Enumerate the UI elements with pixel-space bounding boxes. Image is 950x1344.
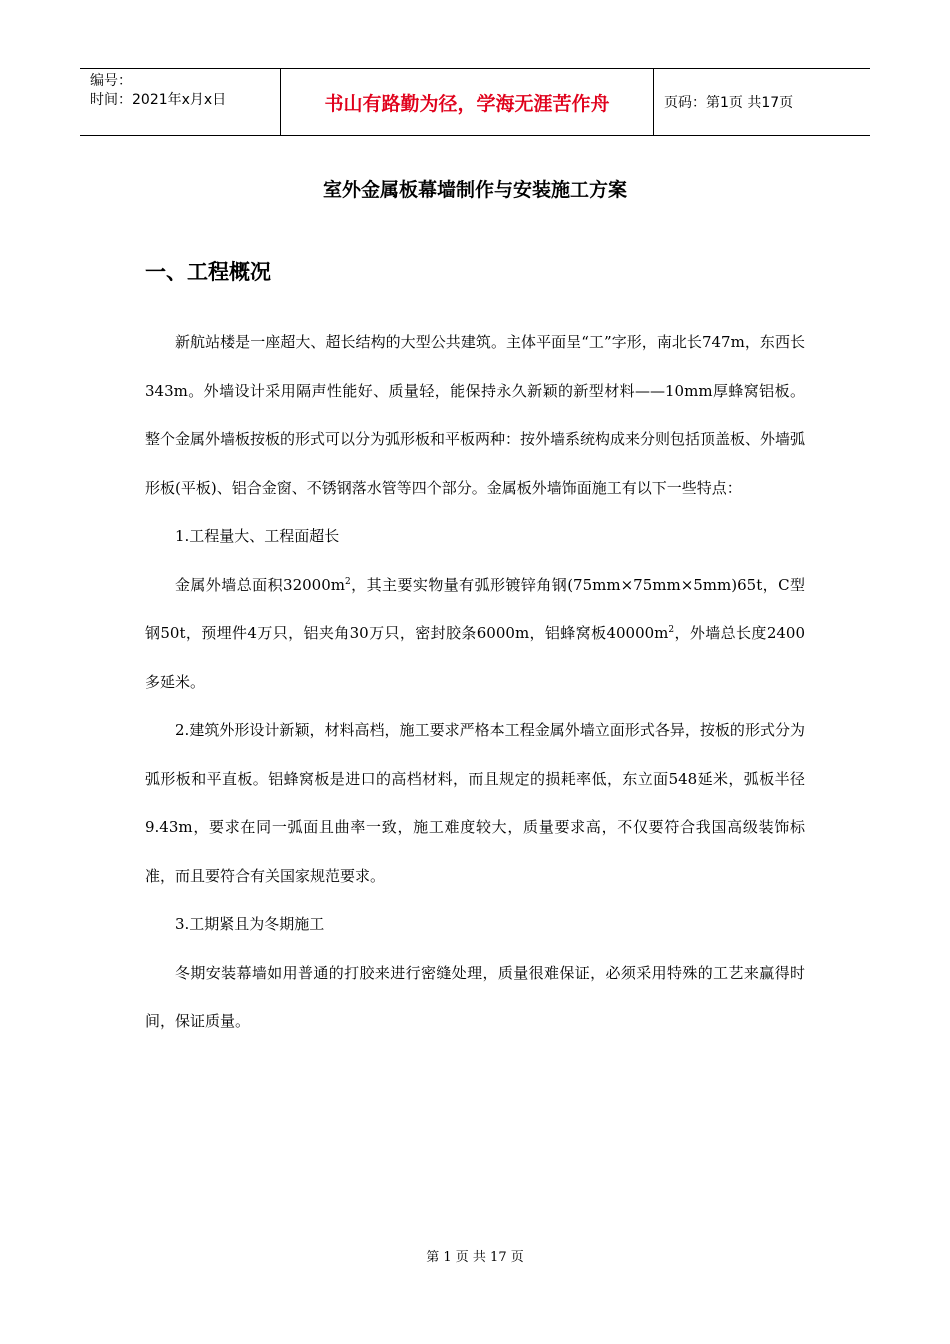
paragraph-overview: 新航站楼是一座超大、超长结构的大型公共建筑。主体平面呈“工”字形，南北长747m，东西长343m。外墙设计采用隔声性能好、质量轻，能保持永久新颖的新型材料——10mm厚蜂窝铝板。整个金属外墙板按板的形式可以分为弧形板和平板两种：按外墙系统构成来分则包括顶盖板、外墙弧形板(平板)、铝合金窗、不锈钢落水管等四个部分。金属板外墙饰面施工有以下一些特点：: [145, 333, 806, 497]
document-time-label: 时间：2021年x月x日: [90, 92, 227, 108]
item1-text-a: 金属外墙总面积32000m: [175, 575, 345, 594]
document-body: [145, 318, 805, 1046]
item1-text-b: ，其主要实物量有弧形镀锌角钢(75mm×75mm×5mm)65t，C型钢50t，预埋件4万只，铝夹角30万只，密封胶条6000m，铝蜂窝板40000m: [145, 575, 805, 642]
header-page-label: 页码：第1页 共17页: [664, 95, 794, 111]
item2-paragraph: 2.建筑外形设计新颖，材料高档，施工要求严格本工程金属外墙立面形式各异，按板的形式分为弧形板和平直板。铝蜂窝板是进口的高档材料，而且规定的损耗率低，东立面548延米，弧板半径9.43m，要求在同一弧面且曲率一致，施工难度较大，质量要求高，不仅要符合我国高级装饰标准，而且要符合有关国家规范要求。: [145, 721, 805, 885]
item3-paragraph: 冬期安装幕墙如用普通的打胶来进行密缝处理，质量很难保证，必须采用特殊的工艺来赢得时间，保证质量。: [145, 963, 805, 1030]
item3-heading: 3.工期紧且为冬期施工: [175, 915, 325, 933]
header-page-cell: [654, 69, 870, 135]
page-footer: 第 1 页 共 17 页: [426, 1250, 524, 1265]
header-meta-cell: [80, 69, 281, 135]
section-heading: 一、工程概况: [145, 260, 271, 284]
document-title: 室外金属板幕墙制作与安装施工方案: [322, 179, 627, 201]
superscript-2: 2: [344, 576, 351, 587]
superscript-2: 2: [668, 625, 675, 635]
item1-text-c: ，外墙总长度2400多延米。: [145, 624, 805, 691]
item1-paragraph: [145, 561, 805, 707]
header-table: [80, 68, 870, 136]
document-number-label: 编号：: [90, 73, 132, 89]
item1-heading: 1.工程量大、工程面超长: [175, 527, 340, 545]
header-motto: 书山有路勤为径，学海无涯苦作舟: [324, 92, 610, 115]
header-motto-cell: [281, 69, 654, 135]
